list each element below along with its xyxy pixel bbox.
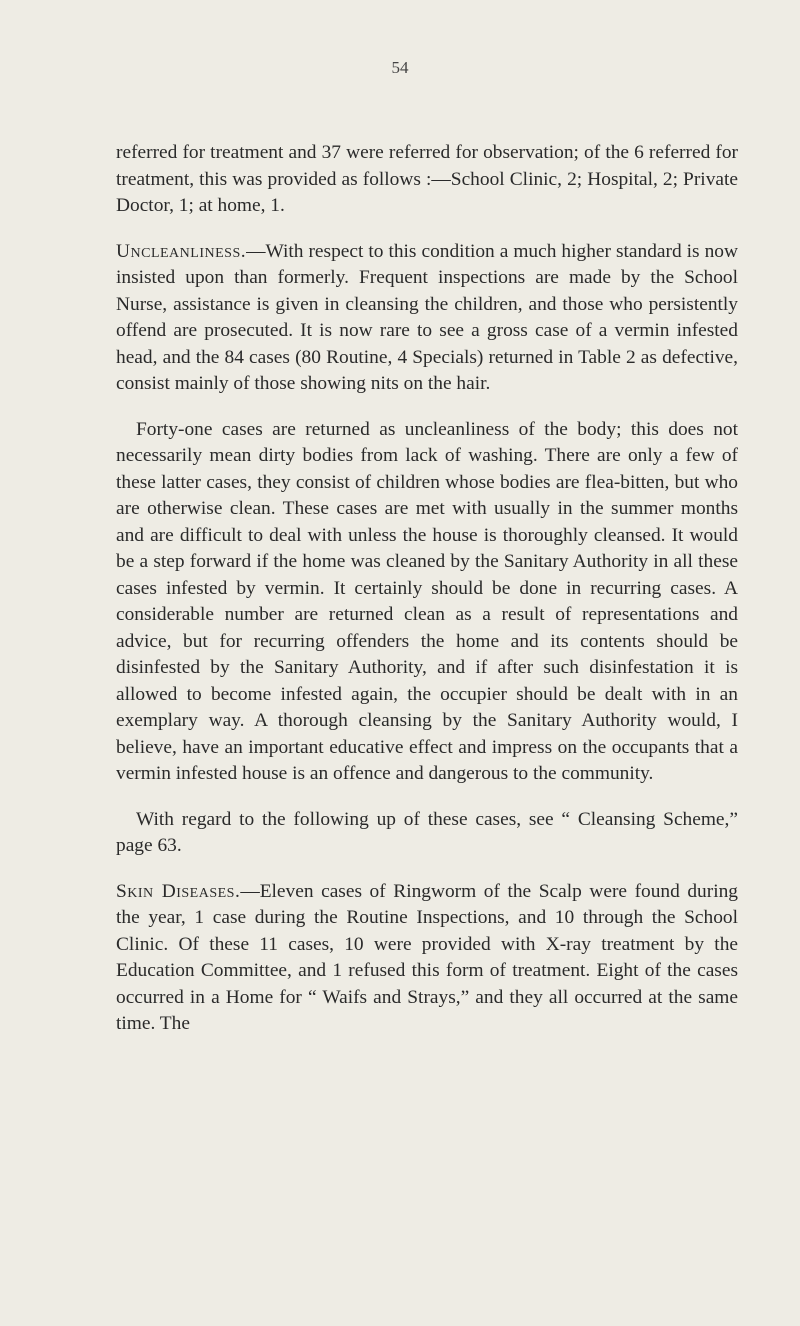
body-text	[116, 140, 738, 1057]
paragraph-uncleanliness	[116, 239, 738, 398]
section-heading-skin-diseases: Skin Diseases.	[116, 880, 241, 902]
paragraph-text: —With respect to this condition a much higher standard is now insisted upon than formerly. Frequent inspections are made by the School Nurse, assistance is given in cleansing the children, and those who persistently offend are prosecuted. It is now rare to see a gross case of a vermin infested head, and the 84 cases (80 Routine, 4 Specials) returned in Table 2 as defective, consist mainly of those showing nits on the hair.	[116, 240, 738, 394]
paragraph-continuation	[116, 140, 738, 220]
page-number: 54	[391, 58, 409, 77]
paragraph-following-up	[116, 807, 738, 860]
paragraph-text: —Eleven cases of Ringworm of the Scalp were found during the year, 1 case during the Routine Inspections, and 10 through the School Clinic. Of these 11 cases, 10 were provided with X-ray treatment by the Education Committee, and 1 refused this form of treatment. Eight of the cases occurred in a Home for “ Waifs and Strays,” and they all occurred at the same time. The	[116, 880, 738, 1034]
paragraph-skin-diseases	[116, 879, 738, 1038]
paragraph-forty-one	[116, 417, 738, 788]
paragraph-text: referred for treatment and 37 were referred for observation; of the 6 referred for treatment, this was provided as follows :—School Clinic, 2; Hospital, 2; Private Doctor, 1; at home, 1.	[116, 142, 738, 216]
paragraph-text: With regard to the following up of these cases, see “ Cleansing Scheme,” page 63.	[116, 808, 738, 856]
section-heading-uncleanliness: Uncleanliness.	[116, 240, 247, 262]
paragraph-text: Forty-one cases are returned as uncleanliness of the body; this does not necessarily mean dirty bodies from lack of washing. There are only a few of these latter cases, they consist of children whose bodies are flea-bitten, but who are otherwise clean. These cases are met with usually in the summer months and are difficult to deal with unless the house is thoroughly cleansed. It would be a step forward if the home was cleaned by the Sanitary Authority in all these cases infested by vermin. It certainly should be done in recurring cases. A considerable number are returned clean as a result of representations and advice, but for recurring offenders the home and its contents should be disinfested by the Sanitary Authority, and if after such disinfestation it is allowed to become infested again, the occupier should be dealt with in an exemplary way. A thorough cleansing by the Sanitary Authority would, I believe, have an important educative effect and impress on the occupants that a vermin infested house is an offence and dangerous to the community.	[116, 418, 738, 784]
